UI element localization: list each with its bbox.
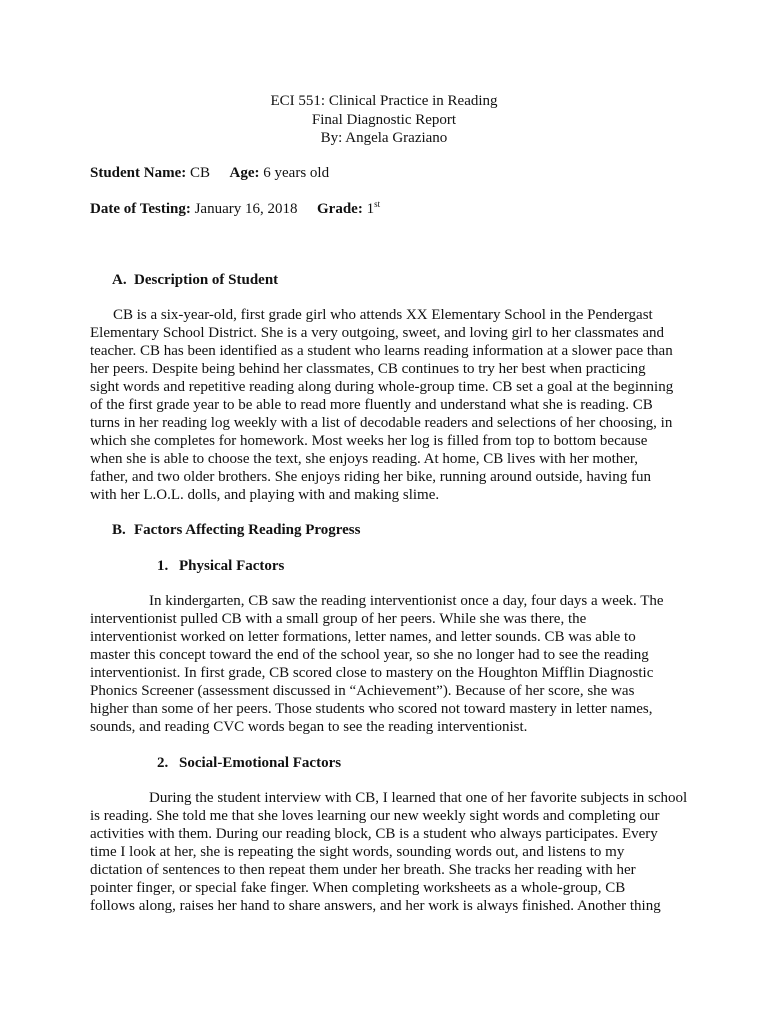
subsection-2-title: Social-Emotional Factors (179, 755, 342, 771)
course-title: ECI 551: Clinical Practice in Reading (270, 93, 498, 109)
paragraph-line: follows along, raises her hand to share answers, and her work is always finished. Another thing (90, 898, 661, 914)
date-value: January 16, 2018 (194, 201, 298, 217)
paragraph-line: of the first grade year to be able to read more fluently and understand what she is reading. CB (90, 397, 653, 413)
paragraph-line: when she is able to choose the text, she enjoys reading. At home, CB lives with her mother, (90, 451, 639, 467)
paragraph-line: dictation of sentences to then repeat them under her breath. She tracks her reading with her (90, 862, 636, 878)
section-b-heading (112, 521, 361, 539)
section-b-title: Factors Affecting Reading Progress (134, 522, 361, 538)
report-header (0, 92, 768, 148)
paragraph-line: interventionist pulled CB with a small group of her peers. While she was there, the (90, 611, 587, 627)
subsection-2-paragraph (90, 789, 690, 915)
subsection-1-paragraph (90, 592, 690, 736)
subsection-1-number: 1. (157, 558, 169, 574)
paragraph-line: CB is a six-year-old, first grade girl who attends XX Elementary School in the Pendergast (113, 307, 653, 323)
section-b-number: B. (112, 522, 126, 538)
grade-value: 1 (366, 201, 375, 217)
section-a-heading (112, 271, 278, 289)
subsection-1-heading (157, 557, 284, 575)
paragraph-line: interventionist worked on letter formations, letter names, and letter sounds. CB was able to (90, 629, 636, 645)
student-name-value: CB (190, 165, 211, 181)
student-info-line (90, 164, 329, 182)
paragraph-line: time I look at her, she is repeating the sight words, sounding words out, and listens to my (90, 844, 625, 860)
subsection-1-title: Physical Factors (179, 558, 285, 574)
date-label: Date of Testing: (90, 201, 191, 217)
paragraph-line: sight words and repetitive reading along during whole-group time. CB set a goal at the beginning (90, 379, 674, 395)
paragraph-line: with her L.O.L. dolls, and playing with and making slime. (90, 487, 440, 503)
paragraph-line: Elementary School District. She is a very outgoing, sweet, and loving girl to her classmates and (90, 325, 665, 341)
student-name-label: Student Name: (90, 165, 187, 181)
paragraph-line: master this concept toward the end of the school year, so she no longer had to see the reading (90, 647, 649, 663)
paragraph-line: activities with them. During our reading block, CB is a student who always participates. Every (90, 826, 658, 842)
section-a-number: A. (112, 272, 127, 288)
subsection-2-number: 2. (157, 755, 169, 771)
author-line: By: Angela Graziano (320, 130, 448, 146)
paragraph-line: pointer finger, or special fake finger. When completing worksheets as a whole-group, CB (90, 880, 626, 896)
grade-suffix: st (374, 199, 381, 209)
paragraph-line: turns in her reading log weekly with a list of decodable readers and selections of her choosing, in (90, 415, 673, 431)
paragraph-line: higher than some of her peers. Those students who scored not toward mastery in letter names, (90, 701, 653, 717)
paragraph-line: interventionist. In first grade, CB scored close to mastery on the Houghton Mifflin Diagnostic (90, 665, 654, 681)
section-a-title: Description of Student (134, 272, 279, 288)
age-label: Age: (229, 165, 260, 181)
paragraph-line: is reading. She told me that she loves learning our new weekly sight words and completing our (90, 808, 660, 824)
paragraph-line: Phonics Screener (assessment discussed in “Achievement”). Because of her score, she was (90, 683, 635, 699)
section-a-paragraph (90, 306, 690, 504)
subsection-2-heading (157, 754, 341, 772)
testing-info-line (90, 200, 380, 218)
paragraph-line: In kindergarten, CB saw the reading interventionist once a day, four days a week. The (149, 593, 664, 609)
report-title: Final Diagnostic Report (311, 111, 457, 128)
paragraph-line: sounds, and reading CVC words began to see the reading interventionist. (90, 719, 528, 735)
grade-label: Grade: (317, 201, 363, 217)
paragraph-line: her peers. Despite being behind her classmates, CB continues to try her best when practicing (90, 361, 646, 377)
paragraph-line: During the student interview with CB, I learned that one of her favorite subjects in school (149, 790, 688, 806)
paragraph-line: father, and two older brothers. She enjoys riding her bike, running around outside, having fun (90, 469, 651, 485)
paragraph-line: which she completes for homework. Most weeks her log is filled from top to bottom because (90, 433, 648, 449)
paragraph-line: teacher. CB has been identified as a student who learns reading information at a slower pace than (90, 343, 673, 359)
age-value: 6 years old (263, 165, 330, 181)
